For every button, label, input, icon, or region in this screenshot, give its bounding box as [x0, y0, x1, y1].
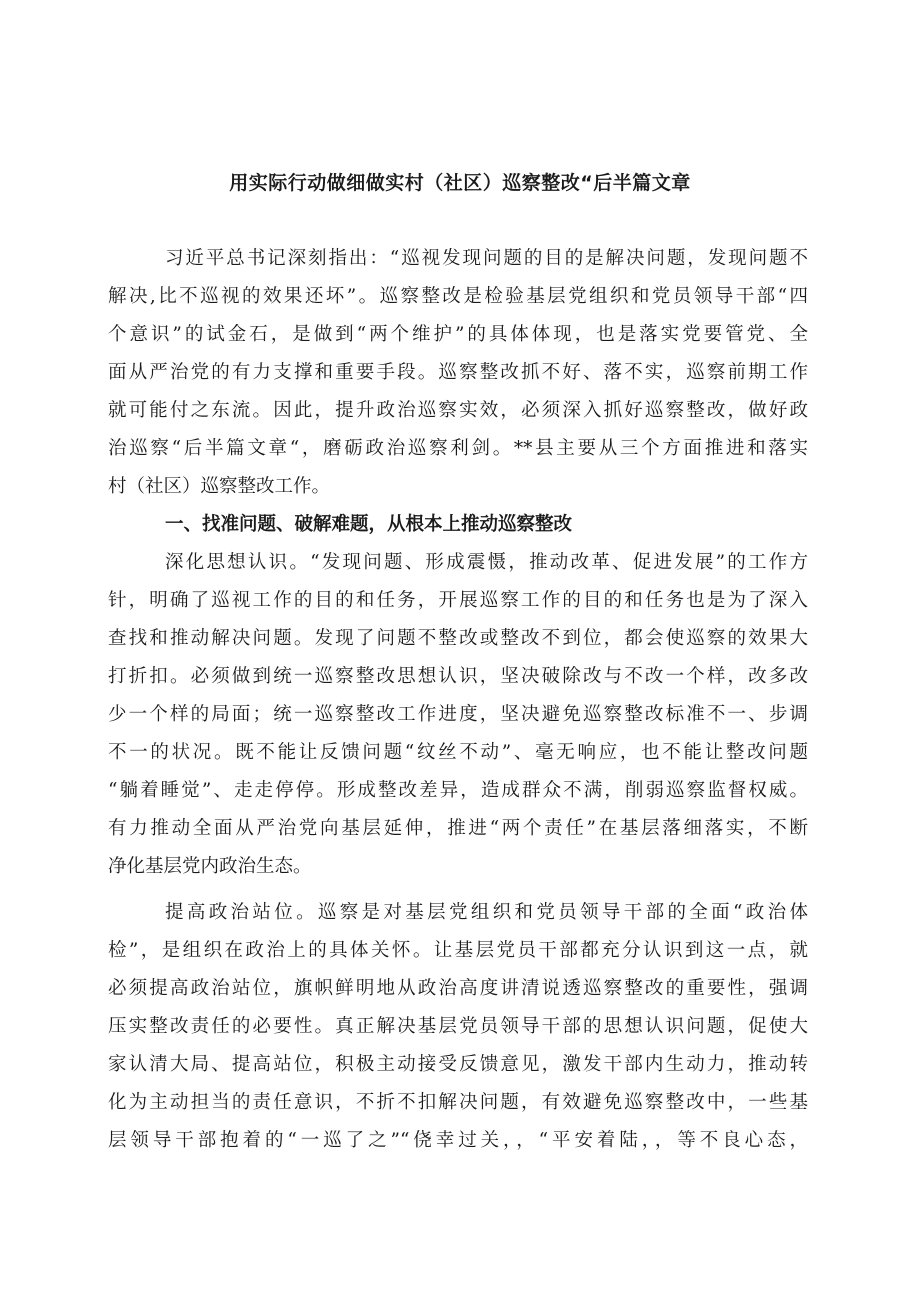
text-line: 家认清大局、提高站位，积极主动接受反馈意见，激发干部内生动力，推动转 [108, 1054, 808, 1075]
intro-paragraph [108, 240, 808, 506]
text-line: 净化基层党内政治生态。 [108, 856, 312, 877]
text-line: 少一个样的局面；统一巡察整改工作进度，坚决避免巡察整改标准不一、步调 [108, 704, 808, 725]
text-line: 治巡察“后半篇文章“，磨砺政治巡察利剑。**县主要从三个方面推进和落实 [108, 438, 808, 459]
text-line: 化为主动担当的责任意识，不折不扣解决问题，有效避免巡察整改中，一些基 [108, 1092, 808, 1113]
text-line: 有力推动全面从严治党向基层延伸，推进“两个责任”在基层落细落实，不断 [108, 818, 808, 839]
text-line: 层领导干部抱着的“一巡了之”“侥幸过关，，“平安着陆，，等不良心态， [108, 1130, 808, 1151]
section-heading: 一、找准问题、破解难题，从根本上推动巡察整改 [165, 514, 573, 535]
text-line: 必须提高政治站位，旗帜鲜明地从政治高度讲清说透巡察整改的重要性，强调 [108, 978, 808, 999]
text-line: 检”，是组织在政治上的具体关怀。让基层党员干部都充分认识到这一点，就 [108, 940, 808, 961]
text-line: 个意识”的试金石，是做到“两个维护”的具体体现，也是落实党要管党、全 [108, 324, 808, 345]
document-title: 用实际行动做细做实村（社区）巡察整改“后半篇文章 [229, 172, 691, 194]
text-line: 面从严治党的有力支撑和重要手段。巡察整改抓不好、落不实，巡察前期工作 [108, 362, 808, 383]
text-line: 打折扣。必须做到统一巡察整改思想认识，坚决破除改与不改一个样，改多改 [108, 666, 808, 687]
text-line: 村（社区）巡察整改工作。 [108, 476, 331, 497]
text-line: 解决,比不巡视的效果还坏”。巡察整改是检验基层党组织和党员领导干部“四 [108, 286, 808, 307]
text-line: 查找和推动解决问题。发现了问题不整改或整改不到位，都会使巡察的效果大 [108, 628, 808, 649]
text-line: 不一的状况。既不能让反馈问题“纹丝不动”、毫无响应，也不能让整改问题 [108, 742, 808, 763]
paragraph-gap [108, 886, 808, 894]
text-line: 针，明确了巡视工作的目的和任务，开展巡察工作的目的和任务也是为了深入 [108, 590, 808, 611]
document-body [108, 240, 808, 1160]
text-line: 就可能付之东流。因此，提升政治巡察实效，必须深入抓好巡察整改，做好政 [108, 400, 808, 421]
paragraph-deepen-understanding [108, 544, 808, 886]
text-line: “躺着睡觉”、走走停停。形成整改差异，造成群众不满，削弱巡察监督权威。 [108, 780, 808, 801]
text-line: 提高政治站位。巡察是对基层党组织和党员领导干部的全面“政治体 [165, 902, 808, 923]
paragraph-raise-political-stance [108, 894, 808, 1160]
text-line: 习近平总书记深刻指出：“巡视发现问题的目的是解决问题，发现问题不 [165, 248, 808, 269]
text-line: 深化思想认识。“发现问题、形成震慑，推动改革、促进发展”的工作方 [165, 552, 808, 573]
text-line: 压实整改责任的必要性。真正解决基层党员领导干部的思想认识问题，促使大 [108, 1016, 808, 1037]
